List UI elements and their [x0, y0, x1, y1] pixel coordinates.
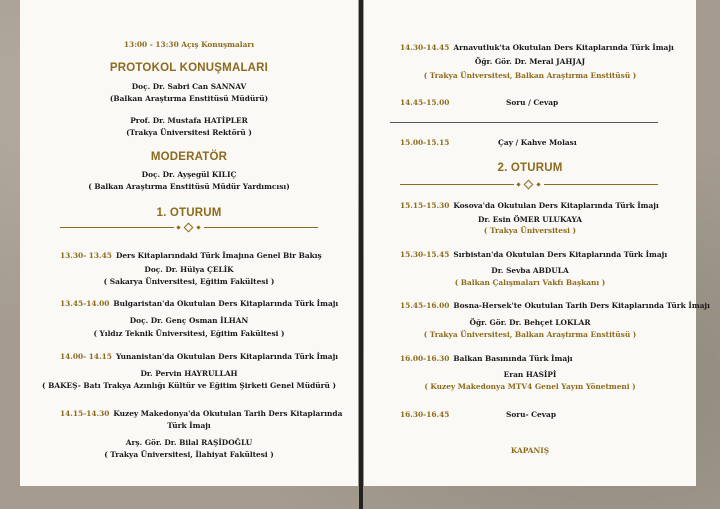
talk-speaker: Doç. Dr. Genç Osman İLHAN [129, 316, 249, 325]
opening-time: 13:00 - 13:30 Açış Konuşmaları [123, 40, 255, 49]
break-label: Çay / Kahve Molası [498, 138, 577, 147]
talk-time: 15.15-15.30 [400, 201, 450, 210]
talk-row [400, 43, 674, 52]
qa-label: Soru- Cevap [506, 410, 557, 419]
talk-speaker: Öğr. Gör. Dr. Behçet LOKLAR [469, 318, 591, 327]
talk-time: 15.30-15.45 [400, 250, 450, 259]
talk-affiliation: ( Balkan Çalışmaları Vakfı Başkanı ) [454, 278, 606, 287]
talk-affiliation: ( Sakarya Üniversitesi, Eğitim Fakültesi ) [103, 277, 275, 286]
talk-affiliation: ( Trakya Üniversitesi, Balkan Araştırma Enstitüsü ) [423, 330, 637, 339]
speaker-name: Doç. Dr. Sabri Can SANNAV [131, 82, 247, 91]
divider-line [390, 118, 658, 128]
closing-label: KAPANIŞ [510, 446, 550, 455]
talk-title: Bosna-Hersek'te Okutulan Tarih Ders Kitaplarında Türk İmajı [453, 301, 710, 310]
talk-affiliation: ( BAKEŞ- Batı Trakya Azınlığı Kültür ve Eğitim Şirketi Genel Müdürü ) [42, 381, 336, 390]
talk-time: 13.30- 13.45 [60, 251, 112, 260]
talk-speaker: Dr. Sevba ABDULA [491, 266, 569, 275]
talk-affiliation: ( Yıldız Teknik Üniversitesi, Eğitim Fakültesi ) [93, 329, 285, 338]
talk-speaker: Arş. Gör. Dr. Bilal RAŞİDOĞLU [125, 438, 253, 447]
talk-row [400, 301, 710, 310]
talk-time: 14.15-14.30 [60, 409, 110, 418]
talk-time: 14.00- 14.15 [60, 352, 112, 361]
qa-label: Soru / Cevap [506, 98, 559, 107]
left-program-page [20, 0, 358, 486]
talk-row [60, 251, 322, 260]
qa-row [400, 98, 453, 107]
speaker-affiliation: (Trakya Üniversitesi Rektörü ) [126, 128, 252, 137]
qa-time: 14.45-15.00 [400, 98, 450, 107]
talk-time: 13.45-14.00 [60, 299, 110, 308]
moderator-affiliation: ( Balkan Araştırma Enstitüsü Müdür Yardımcısı) [88, 182, 290, 191]
qa-time: 16.30-16.45 [400, 410, 450, 419]
talk-time: 16.00-16.30 [400, 354, 450, 363]
protokol-heading: PROTOKOL KONUŞMALARI [109, 62, 269, 74]
talk-title: Bulgaristan'da Okutulan Ders Kitaplarında Türk İmajı [113, 299, 339, 308]
page-fold [359, 0, 363, 509]
talk-title: Kuzey Makedonya'da Okutulan Tarih Ders Kitaplarında [113, 409, 343, 418]
speaker-name: Prof. Dr. Mustafa HATİPLER [130, 116, 248, 125]
talk-row [400, 201, 659, 210]
talk-row [60, 299, 338, 308]
qa-row [400, 410, 453, 419]
session-2-heading: 2. OTURUM [497, 162, 563, 174]
talk-row [400, 250, 667, 259]
talk-speaker: Dr. Pervin HAYRULLAH [140, 369, 238, 378]
talk-affiliation: ( Trakya Üniversitesi, İlahiyat Fakültesi ) [104, 450, 274, 459]
talk-time: 14.30-14.45 [400, 43, 450, 52]
break-time: 15.00-15.15 [400, 138, 450, 147]
right-program-page [364, 0, 710, 486]
talk-affiliation: ( Trakya Üniversitesi ) [483, 226, 577, 235]
talk-title: Arnavutluk'ta Okutulan Ders Kitaplarında Türk İmajı [453, 43, 674, 52]
talk-row [60, 352, 338, 361]
talk-speaker: Dr. Esin ÖMER ULUKAYA [478, 215, 582, 224]
talk-row [400, 354, 573, 363]
talk-title: Kosova'da Okutulan Ders Kitaplarında Türk İmajı [453, 201, 659, 210]
ornament-divider [400, 180, 658, 190]
talk-speaker: Öğr. Gör. Dr. Meral JAHJAJ [474, 57, 586, 66]
moderator-name: Doç. Dr. Ayşegül KILIÇ [141, 170, 237, 179]
talk-affiliation: ( Kuzey Makedonya MTV4 Genel Yayın Yönetmeni ) [424, 382, 636, 391]
talk-speaker: Doç. Dr. Hülya ÇELİK [144, 265, 234, 274]
ornament-divider [60, 223, 318, 233]
talk-title: Ders Kitaplarındaki Türk İmajına Genel Bir Bakış [115, 251, 322, 260]
break-row [400, 138, 453, 147]
moderator-heading: MODERATÖR [150, 151, 228, 163]
talk-affiliation: ( Trakya Üniversitesi, Balkan Araştırma Enstitüsü ) [423, 71, 637, 80]
talk-time: 15.45-16.00 [400, 301, 450, 310]
talk-title: Balkan Basınında Türk İmajı [453, 354, 573, 363]
talk-title: Sırbistan'da Okutulan Ders Kitaplarında Türk İmajı [453, 250, 668, 259]
talk-title: Yunanistan'da Okutulan Ders Kitaplarında Türk İmajı [115, 352, 339, 361]
talk-row [60, 409, 342, 418]
session-1-heading: 1. OTURUM [156, 207, 222, 219]
speaker-affiliation: (Balkan Araştırma Enstitüsü Müdürü) [109, 94, 269, 103]
talk-title-continued: Türk İmajı [167, 421, 211, 430]
talk-speaker: Eran HASİPİ [503, 370, 557, 379]
